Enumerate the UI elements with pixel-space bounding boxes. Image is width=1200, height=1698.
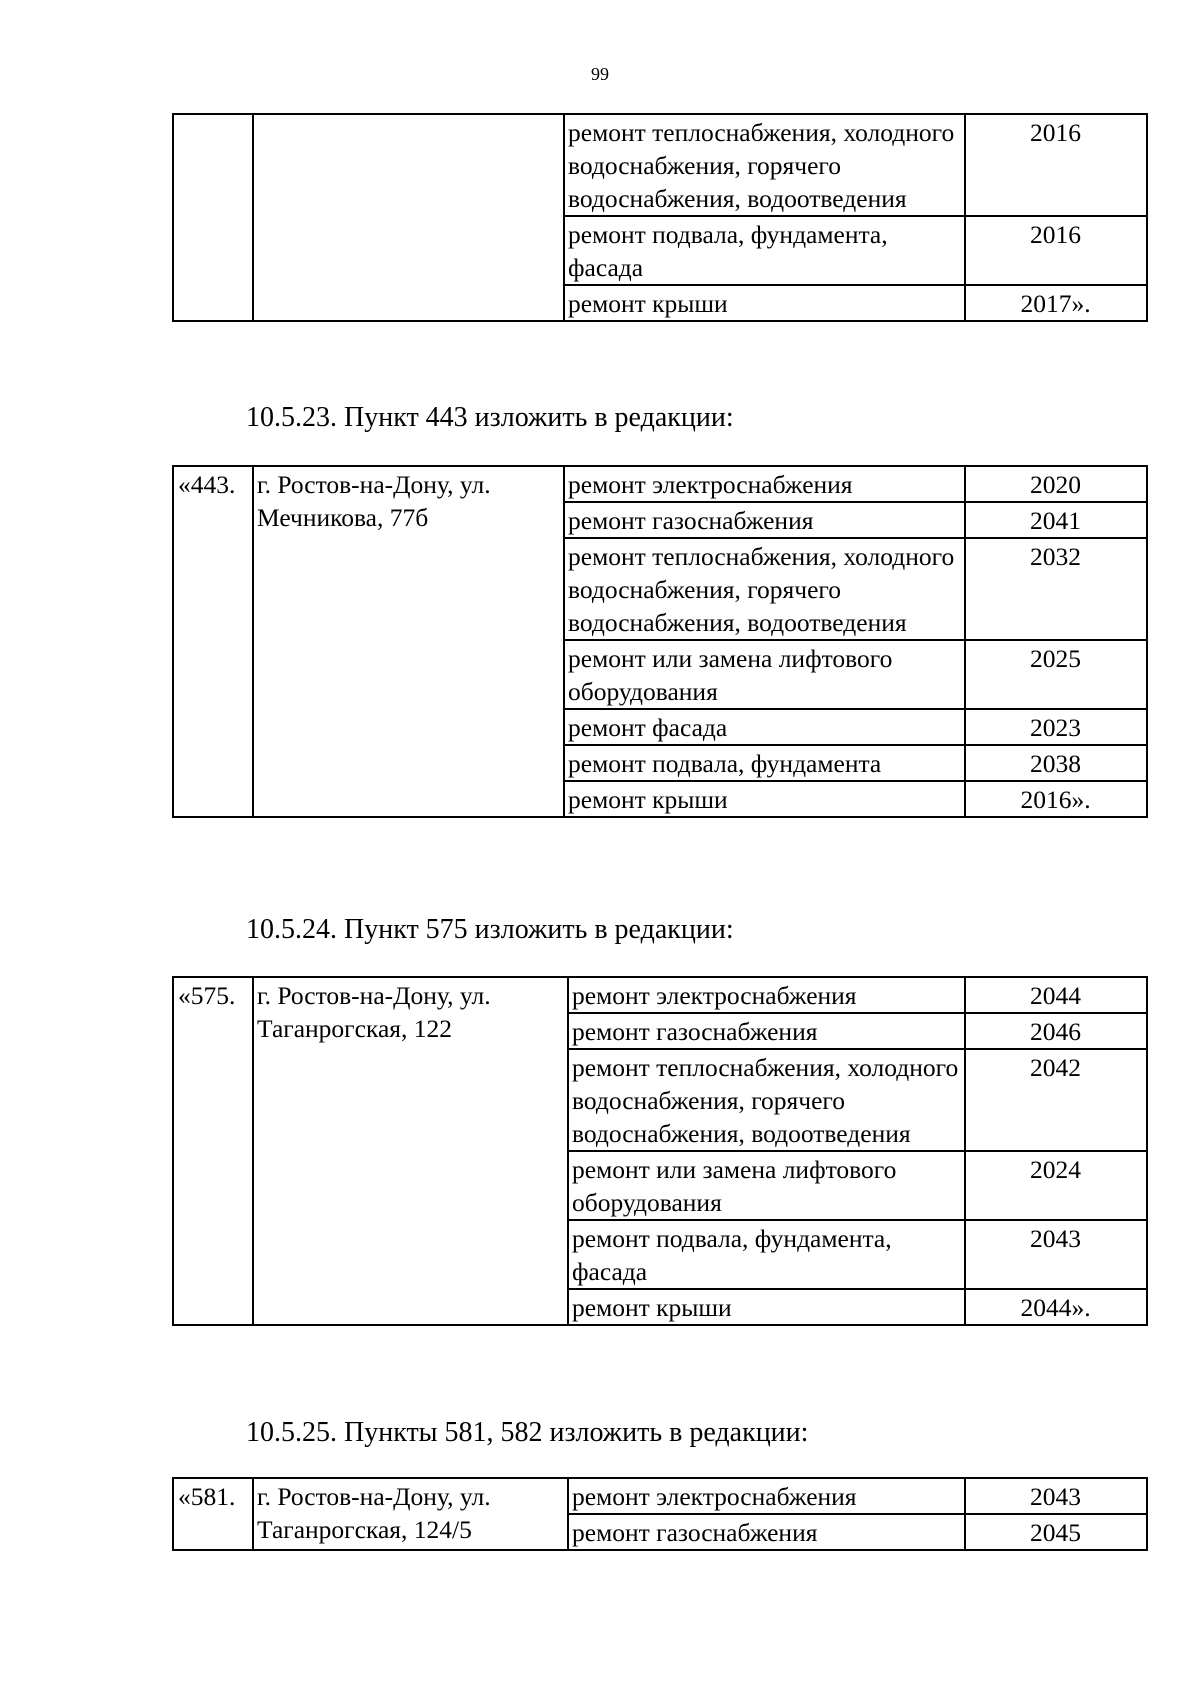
year-cell: 2025 [965,640,1147,709]
work-cell: ремонт газоснабжения [568,1514,965,1550]
item-number-cell: «443. [173,466,253,817]
table-row [173,977,1147,1013]
amendment-instruction: 10.5.24. Пункт 575 изложить в редакции: [246,914,734,945]
address-cell: г. Ростов-на-Дону, ул. Таганрогская, 124/5 [253,1478,568,1550]
item-number-cell: «581. [173,1478,253,1550]
work-cell: ремонт газоснабжения [564,502,965,538]
year-cell: 2044». [965,1289,1147,1325]
work-cell: ремонт или замена лифтового оборудования [564,640,965,709]
amendment-instruction: 10.5.25. Пункты 581, 582 изложить в редакции: [246,1417,809,1448]
year-cell: 2043 [965,1220,1147,1289]
work-cell: ремонт крыши [564,285,965,321]
year-cell: 2016 [965,216,1147,285]
year-cell: 2017». [965,285,1147,321]
item-number-cell: «575. [173,977,253,1325]
work-cell: ремонт крыши [568,1289,965,1325]
work-cell: ремонт газоснабжения [568,1013,965,1049]
amendment-instruction: 10.5.23. Пункт 443 изложить в редакции: [246,402,734,433]
year-cell: 2024 [965,1151,1147,1220]
year-cell: 2043 [965,1478,1147,1514]
work-cell: ремонт теплоснабжения, холодного водоснабжения, горячего водоснабжения, водоотведения [568,1049,965,1151]
work-cell: ремонт фасада [564,709,965,745]
work-cell: ремонт электроснабжения [568,1478,965,1514]
table-row [173,1478,1147,1514]
year-cell: 2044 [965,977,1147,1013]
year-cell: 2038 [965,745,1147,781]
year-cell: 2041 [965,502,1147,538]
page-number: 99 [591,64,609,84]
work-cell: ремонт электроснабжения [568,977,965,1013]
work-cell: ремонт крыши [564,781,965,817]
works-table-581 [172,1477,1148,1551]
year-cell: 2045 [965,1514,1147,1550]
year-cell: 2032 [965,538,1147,640]
address-cell: г. Ростов-на-Дону, ул. Мечникова, 77б [253,466,564,817]
address-cell: г. Ростов-на-Дону, ул. Таганрогская, 122 [253,977,568,1325]
works-table-443 [172,465,1148,818]
work-cell: ремонт теплоснабжения, холодного водоснабжения, горячего водоснабжения, водоотведения [564,114,965,216]
work-cell: ремонт теплоснабжения, холодного водоснабжения, горячего водоснабжения, водоотведения [564,538,965,640]
year-cell: 2042 [965,1049,1147,1151]
work-cell: ремонт или замена лифтового оборудования [568,1151,965,1220]
works-table-continuation [172,113,1148,322]
table-row [173,466,1147,502]
work-cell: ремонт электроснабжения [564,466,965,502]
table-row [173,114,1147,216]
work-cell: ремонт подвала, фундамента, фасада [568,1220,965,1289]
work-cell: ремонт подвала, фундамента, фасада [564,216,965,285]
item-number-cell [173,114,253,321]
work-cell: ремонт подвала, фундамента [564,745,965,781]
year-cell: 2020 [965,466,1147,502]
works-table-575 [172,976,1148,1326]
year-cell: 2016 [965,114,1147,216]
year-cell: 2046 [965,1013,1147,1049]
address-cell [253,114,564,321]
year-cell: 2016». [965,781,1147,817]
year-cell: 2023 [965,709,1147,745]
